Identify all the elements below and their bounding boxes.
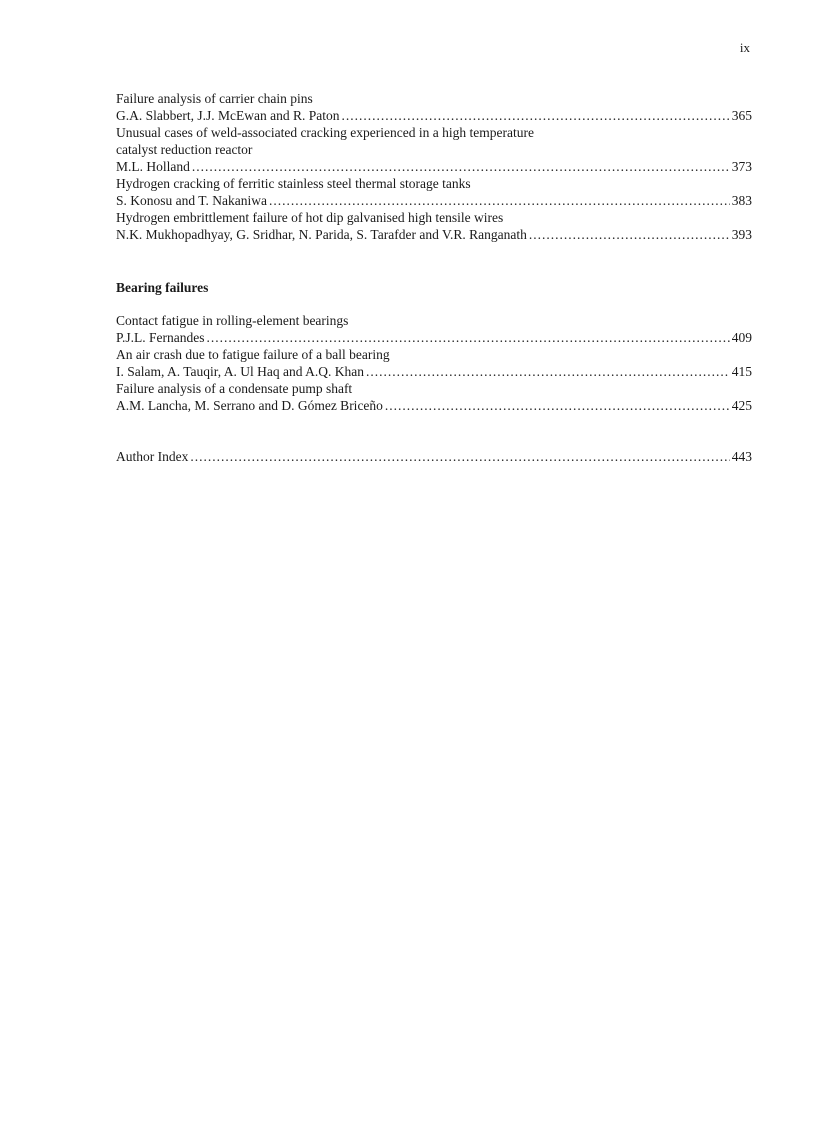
entry-authors: G.A. Slabbert, J.J. McEwan and R. Paton [116,108,340,123]
entry-page-number: 365 [731,108,752,123]
entry-authors: A.M. Lancha, M. Serrano and D. Gómez Briceño [116,398,383,413]
dot-leader [341,107,729,124]
toc-entry-contact-fatigue[interactable] [116,312,752,346]
author-index-label: Author Index [116,449,189,464]
table-of-contents [116,90,752,465]
toc-entry-author-index[interactable] [116,448,752,465]
entry-page-number: 373 [731,159,752,174]
entry-title: Failure analysis of carrier chain pins [116,91,313,106]
entry-title: Failure analysis of a condensate pump shaft [116,381,353,396]
dot-leader [366,363,730,380]
entry-page-number: 415 [731,364,752,379]
toc-entry-pump-shaft[interactable] [116,380,752,414]
toc-entry-hydrogen-embrittlement[interactable] [116,209,752,243]
entry-page-number: 443 [731,449,752,464]
entry-title-continued: catalyst reduction reactor [116,142,253,157]
toc-entry-hydrogen-cracking[interactable] [116,175,752,209]
toc-entry-air-crash[interactable] [116,346,752,380]
dot-leader [190,448,729,465]
dot-leader [385,397,730,414]
entry-page-number: 425 [731,398,752,413]
entry-authors: M.L. Holland [116,159,190,174]
toc-entry-carrier-chain-pins[interactable] [116,90,752,124]
entry-title: Hydrogen cracking of ferritic stainless steel thermal storage tanks [116,176,471,191]
section-heading: Bearing failures [116,280,209,295]
entry-title: Hydrogen embrittlement failure of hot dip galvanised high tensile wires [116,210,504,225]
entry-authors: P.J.L. Fernandes [116,330,205,345]
entry-title: An air crash due to fatigue failure of a ball bearing [116,347,390,362]
page-number: ix [739,40,750,55]
dot-leader [529,226,730,243]
entry-title: Contact fatigue in rolling-element bearings [116,313,349,328]
entry-title: Unusual cases of weld-associated cracking experienced in a high temperature [116,125,534,140]
entry-page-number: 383 [731,193,752,208]
dot-leader [207,329,730,346]
dot-leader [192,158,730,175]
spacer [116,414,752,448]
toc-entry-weld-cracking[interactable] [116,124,752,175]
entry-page-number: 409 [731,330,752,345]
entry-authors: I. Salam, A. Tauqir, A. Ul Haq and A.Q. Khan [116,364,364,379]
entry-authors: N.K. Mukhopadhyay, G. Sridhar, N. Parida, S. Tarafder and V.R. Ranganath [116,227,527,242]
entry-page-number: 393 [731,227,752,242]
entry-authors: S. Konosu and T. Nakaniwa [116,193,267,208]
dot-leader [269,192,730,209]
